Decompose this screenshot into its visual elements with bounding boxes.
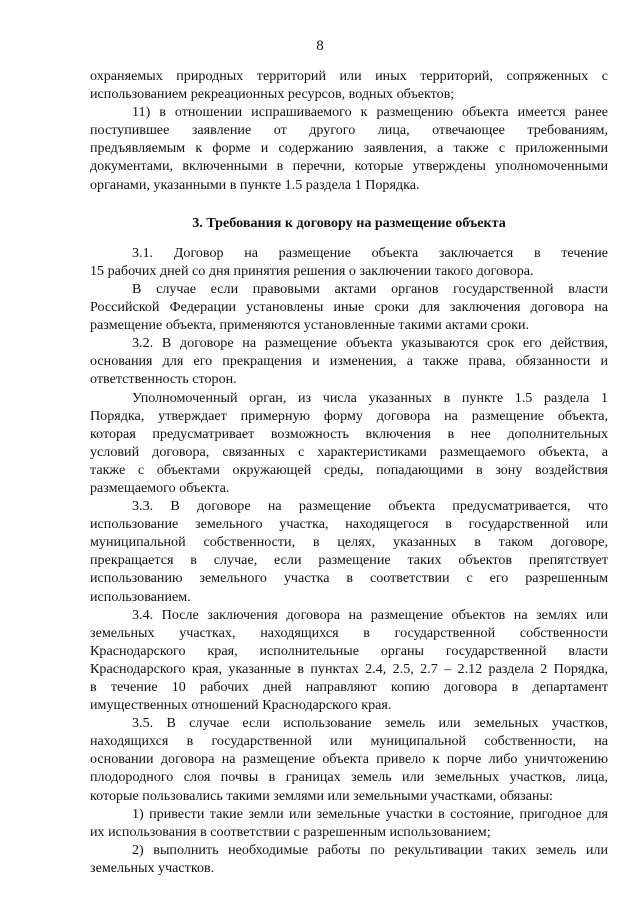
text-line: основании договора на размещение объекта привело к порче либо уничтожению xyxy=(90,751,608,768)
document-body xyxy=(90,67,608,877)
text-line: их использования в соответствии с разрешенным использованием; xyxy=(90,823,491,840)
text-line: плодородного слоя почвы в границах земель или земельных участков, лица, xyxy=(90,769,608,786)
text-line: земельных участков. xyxy=(90,859,215,876)
text-line: 3.5. В случае если использование земель или земельных участков, xyxy=(132,715,608,732)
text-line: использованием. xyxy=(90,588,191,605)
text-line: основания для его прекращения и изменения, а также права, обязанности и xyxy=(90,353,608,370)
page-number: 8 xyxy=(316,38,324,54)
text-line: муниципальной собственности, в целях, указанных в таком договоре, xyxy=(90,534,608,551)
text-line: 3.3. В договоре на размещение объекта предусматривается, что xyxy=(132,498,608,515)
text-line: документами, включенными в перечни, которые утверждены уполномоченными xyxy=(90,158,608,175)
section-title: 3. Требования к договору на размещение объекта xyxy=(192,214,506,231)
text-line: Краснодарского края, исполнительные органы государственной власти xyxy=(90,642,608,659)
section-paragraphs xyxy=(90,244,608,877)
text-line: в течение 10 рабочих дней направляют копию договора в департамент xyxy=(90,679,608,695)
text-line: прекращается в случае, если размещение таких объектов препятствует xyxy=(90,552,608,569)
text-line: использованию земельного участка в соответствии с его разрешенным xyxy=(90,570,608,587)
text-line: 15 рабочих дней со дня принятия решения о заключении такого договора. xyxy=(90,262,534,279)
text-line: 11) в отношении испрашиваемого к размещению объекта имеется ранее xyxy=(132,104,608,121)
text-line: В случае если правовыми актами органов государственной власти xyxy=(132,280,608,297)
text-line: 3.2. В договоре на размещение объекта указываются срок его действия, xyxy=(132,335,608,352)
text-line: Краснодарского края, указанные в пунктах 2.4, 2.5, 2.7 – 2.12 раздела 2 Порядка, xyxy=(90,660,608,677)
text-line: Уполномоченный орган, из числа указанных в пункте 1.5 раздела 1 xyxy=(132,389,608,406)
text-line: земельных участках, находящихся в государственной собственности xyxy=(90,624,608,641)
text-line: имущественных отношений Краснодарского края. xyxy=(90,697,392,714)
text-line: которая предусматривает возможность включения в нее дополнительных xyxy=(90,425,608,442)
text-line: размещение объекта, применяются установленные такими актами сроки. xyxy=(90,317,530,334)
text-line: также с объектами окружающей среды, попадающими в зону воздействия xyxy=(90,461,608,478)
text-line: Российской Федерации установлены иные сроки для заключения договора на xyxy=(90,299,608,316)
text-line: условий договора, связанных с характеристиками размещаемого объекта, а xyxy=(90,443,608,460)
text-line: предъявляемым к форме и содержанию заявления, а также с приложенными xyxy=(90,140,608,157)
text-line: использованием рекреационных ресурсов, водных объектов; xyxy=(90,86,455,103)
top-paragraphs xyxy=(90,67,608,194)
text-line: 3.4. После заключения договора на размещение объектов на землях или xyxy=(132,606,608,623)
text-line: поступившее заявление от другого лица, отвечающее требованиям, xyxy=(90,122,608,139)
text-line: находящихся в государственной или муниципальной собственности, на xyxy=(90,733,608,750)
text-line: ответственность сторон. xyxy=(90,371,237,388)
text-line: 3.1. Договор на размещение объекта заключается в течение xyxy=(132,244,608,261)
text-line: Порядка, утверждает примерную форму договора на размещение объекта, xyxy=(90,407,608,424)
text-line: использование земельного участка, находящегося в государственной или xyxy=(90,516,608,533)
text-line: охраняемых природных территорий или иных территорий, сопряженных с xyxy=(90,68,608,84)
text-line: которые пользовались такими землями или земельными участками, обязаны: xyxy=(90,787,553,804)
text-line: органами, указанными в пункте 1.5 раздела 1 Порядка. xyxy=(90,176,420,193)
text-line: 1) привести такие земли или земельные участки в состояние, пригодное для xyxy=(132,805,608,822)
text-line: размещаемого объекта. xyxy=(90,479,230,496)
text-line: 2) выполнить необходимые работы по рекультивации таких земель или xyxy=(132,841,608,858)
